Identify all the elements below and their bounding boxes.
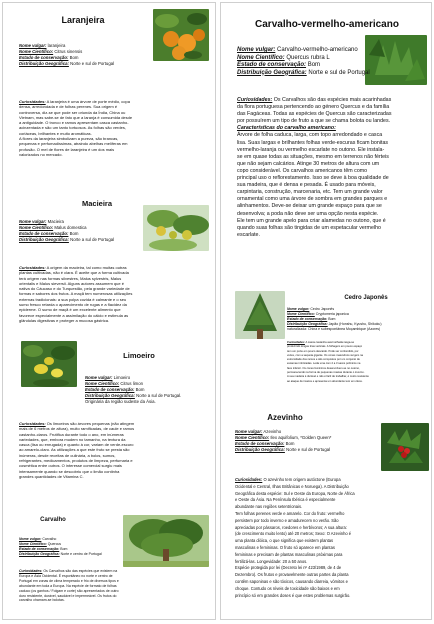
macieira-title: Macieira [81, 199, 113, 208]
cedro-title: Cedro Japonês [344, 295, 388, 301]
azevinho-curiosidades: Curiosidades: O azevinho tem origem autóctone (Europa Ocidental e Central, Ilhas Britânicas e Noruega). A Distribuição Geográfica desta espécie: Sul e Oeste da Europa, Norte de África e Oeste da Ásia. Na Península Ibérica é especialmente abundante nas regiões setentrionais. Tem folhas perenes verde e amarelo. Cor do fruto: vermelho persistem por todo inverno e amadurecem no verão. São apreciadas por pássaros, roedores e herbívoros; A sua altura: (de crescimento muito lento) até 20 metros; Sexo: O Azevinho é uma planta dióica, o que significa que existem plantas masculinas e femininas. O fruto só aparece em plantas femininas e precisam de plantas masculinas próximas para fertilizá-las. Longevidade: 20 a 50 anos. Espécie protegida por lei (Decreto lei nº 423/1989, de 4 de Dezembro). Os frutos e provavelmente outras partes da planta contêm saponinas e são tóxicos, causando diarreia, vómitos e choque. Contudo os níveis de toxicidade são baixos e em princípio só em grandes doses é que estes problemas surgirão. [235, 477, 355, 598]
carvalho-americano-field-nome-cientifico: Nome Científico: Quercus rubra L [237, 54, 330, 61]
carvalho-fields [19, 537, 119, 557]
carvalho-curiosidades: Curiosidades: Os Carvalhos são das espécies que existem na Europa e Ásia Ocidental. É espontâneo no norte e centro de Portugal em zonas de clima temperado e frio de diversos tipos e abundante em toda a Europa. Na espécie de formato de folhas caduco (os ganhos / Folgam e corte) são apresentados de outro duro resistente, durável, saudável e impermeável. Os frutos do carvalho chamam-se bolotas. [19, 569, 119, 603]
limoeiro-field-estado: Estado de conservação: Bom [85, 387, 145, 392]
carvalho-field-distribuicao: Distribuição Geográfica: Norte e centro de Portugal [19, 552, 102, 556]
azevinho-fields [235, 429, 375, 453]
carvalho-field-estado: Estado de conservação: Bom [19, 547, 68, 551]
azevinho-field-nome-cientifico: Nome Científico: Ilex aquifolium, *Golden Queen* [235, 435, 332, 440]
macieira-field-estado: Estado de conservação: Bom [19, 231, 79, 236]
azevinho-photo [381, 423, 429, 471]
azevinho-field-estado: Estado de conservação: Bom [235, 441, 295, 446]
carvalho-americano-field-distribuicao: Distribuição Geográfica: Norte e sul de Portugal [237, 69, 370, 76]
cedro-photo [235, 291, 285, 339]
cedro-fields [287, 307, 427, 332]
limoeiro-field-nome-vulgar: Nome vulgar: Limoeiro [85, 375, 131, 380]
macieira-curiosidades: Curiosidades: A origem da macieira, tal como muitas outras plantas cultivadas, não é clara. É aceite que a forma cultivada terá origem nas formas silvestres, Malus sylvestris, Malus orientalis e Malus sieversii. Alguns autores assumem que é nativa do Cáucaso e do Turquestão, pela grande variedade de formas e sabores dos frutos. A maçã tem numerosas utilizações externas tradicionais: a sua polpa cozida é calmante e o seu sumo fresco retarda o aparecimento de rugas e a flacidez da epiderme. O sumo de maçã é um excelente alimento que favorece especialmente a assimilação do cálcio e estimula as glândulas digestivas e proteger a mucosa gástrica. [19, 265, 133, 323]
laranjeira-photo [153, 9, 209, 61]
limoeiro-photo [21, 341, 77, 387]
laranjeira-field-distribuicao: Distribuição Geográfica: Norte e sul de Portugal [19, 61, 115, 66]
carvalho-americano-photo [365, 35, 427, 85]
carvalho-field-nome-cientifico: Nome Científico: Quercus [19, 542, 62, 546]
carvalho-americano-field-estado: Estado de conservação: Bom [237, 62, 321, 68]
laranjeira-field-estado: Estado de conservação: Bom [19, 55, 79, 60]
laranjeira-fields [19, 43, 149, 67]
azevinho-field-nome-vulgar: Nome vulgar: Azevinho [235, 429, 282, 434]
laranjeira-title: Laranjeira [61, 15, 105, 25]
carvalho-americano-fields [237, 47, 370, 77]
limoeiro-origin: Originária da região sudeste da Ásia. [85, 399, 156, 404]
limoeiro-field-nome-cientifico: Nome Científico: Citrus limon [85, 381, 144, 386]
macieira-field-nome-cientifico: Nome Científico: Malus domestica [19, 225, 87, 230]
cedro-field-estado: Estado de conservação: Bom [287, 317, 336, 321]
macieira-fields [19, 219, 149, 243]
limoeiro-curiosidades: Curiosidades: Os limoeiros são árvores pequenas (não atingem mais de 6 metros de altura), muito ramificadas, de caule e ramos castanho-claros. Frutifica durante todo o ano, em inúmeras variedades, que, embora mudem no tamanho, na textura da casca (lisa ou enrugada) e quanto à cor, variam de verde-escuro ao amarelo-claro. As utilizações a que este fruto se presta são inúmeras, desde receitas de culinária, a bolos, sumos, refrigerantes, medicamentos, produtos de limpeza, perfumaria e cosmética entre outros. O interesse comercial surgiu mais intensamente quando se descobriu que o limão continha grandes quantidades de Vitamina C. [19, 421, 135, 479]
left-page [2, 2, 216, 620]
limoeiro-title: Limoeiro [123, 351, 155, 360]
carvalho-photo [123, 515, 209, 567]
macieira-field-nome-vulgar: Nome vulgar: Macieira [19, 219, 64, 224]
cedro-curiosidades: Curiosidades: A casca castanha avermelhada rasga-se produzindo longas tiras verticais. A folhagem em pouco espaço tem um porte em pouco descaído. Pode ser confundido, por vezes, com a sequoia gigante. Os cones masculinos surgem na extremidade dos ramos e são compostos por um conjunto de escamas imbricadas. Leda uma com 2 a 3 sacos polínicos na face inferior. Os cones femininos desenvolvem-se no outono, permanecendo na forma de pequenas rosetas durante o inverno. A sua madeira é durável e não é fácil de trabalhar, é muito resistente ao ataque de insetos e apresenta um abundante teor em óleos. [287, 341, 369, 383]
carvalho-americano-field-nome-vulgar: Nome vulgar: Carvalho-vermelho-americano [237, 47, 358, 53]
macieira-photo [143, 205, 209, 251]
cedro-field-nome-vulgar: Nome vulgar: Cedro Japonês [287, 307, 335, 311]
carvalho-field-nome-vulgar: Nome vulgar: Carvalho [19, 537, 57, 541]
macieira-field-distribuicao: Distribuição Geográfica: Norte a sul de Portugal [19, 237, 115, 242]
cedro-field-distribuicao-2: naturalizada: China e subespontânea Moçambique (Azores) [287, 327, 381, 331]
azevinho-title: Azevinho [267, 413, 303, 422]
cedro-field-nome-cientifico: Nome Científico: Cryptomeria japonica [287, 312, 349, 316]
laranjeira-field-nome-vulgar: Nome vulgar: laranjeira [19, 43, 66, 48]
laranjeira-curiosidades: Curiosidades: A laranjeira é uma árvore de porte médio, copa densa, arredondada e de folhas perenes. Sua origem é controversa, diz-se que pode ser oriunda da Índia, China ou Vietnam, mas sabe-se de fato que a laranja é consumida desde a antiguidade. O tronco e ramos apresentam casca castanho- acinzentada e são um tanto tortuosos. As folhas são verdes, coriáceas, brilhantes e muito aromáticas. A flores da laranjeira simbolizam a pureza, são brancas, pequenas e perfumadíssimas, atraindo abelhas melíferas em profusão. O mel de flores de laranjeira é um dos mais valorizados no mercado. [19, 99, 133, 157]
carvalho-americano-caracteristicas-label: Características do carvalho americano: [237, 125, 336, 132]
limoeiro-field-distribuicao: Distribuição Geográfica: Norte a sul de Portugal. [85, 393, 182, 398]
azevinho-field-distribuicao: Distribuição Geográfica: Norte e sul de Portugal [235, 447, 331, 452]
cedro-field-distribuicao: Distribuição Geográfica: Japão (Honshu, Kyushu, Shikoku) [287, 322, 382, 326]
carvalho-title: Carvalho [40, 517, 66, 523]
limoeiro-fields [85, 375, 213, 405]
carvalho-americano-title: Carvalho-vermelho-americano [255, 19, 399, 30]
laranjeira-field-nome-cientifico: Nome Científico: Citrus sinensis [19, 49, 83, 54]
right-page [220, 2, 432, 620]
carvalho-americano-curiosidades: Curiosidades: Os Carvalhos são das espécies mais acarinhadas da flora portuguesa pertencendo ao género Quercus e da família das Fagáceas. Todas as espécies de Quercus são caracterizadas por possuírem um tipo de fruto a que se chama bolota ou landes. Características do carvalho americano: Árvore de folha caduca, larga, com topo arredondado e casca lisa. Suas largas e brilhantes folhas verde-escuras ficam bonitas vermelho-laranja ou vermelho escarlate no outono. Ele instala- se em quase todas as situações, mesmo em terrenos não férteis que não sejam calcários. Atinge 30 metros de altura com um copo considerável. Os carvalhos americanos têm como principal uso o reflorestamento. Isso se deve à boa qualidade de sua madeira, que é densa e pesada. É usado para móveis, carpintaria, construção, marcenaria, etc. Tem um grande valor ornamental como uma árvore de sombra em grandes parques e alinhamentos. Deve-se deixar um grande espaço para que se desenvolva; a poda não deve ser uma opção nesta espécie. Ele tem um grande apelo para criar alamedas no outono, que é quando suas folhas são tingidas de um espetacular vermelho escarlate. [237, 97, 427, 239]
